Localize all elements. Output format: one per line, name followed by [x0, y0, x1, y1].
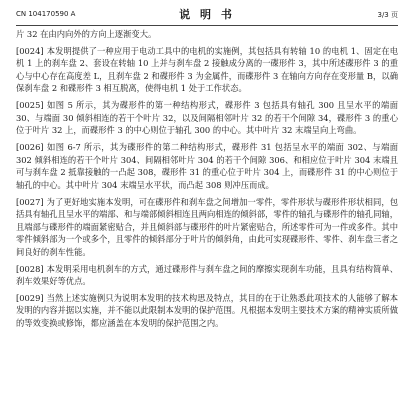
paragraph	[16, 99, 398, 137]
page-header	[16, 6, 398, 24]
paragraph-number: [0025]	[16, 100, 44, 111]
paragraph-text: 片 32 在由内向外的方向上逐渐变大。	[16, 29, 157, 39]
paragraph	[16, 292, 398, 330]
paragraph-number: [0029]	[16, 292, 44, 303]
paragraph	[16, 196, 398, 259]
paragraph	[16, 28, 398, 41]
paragraph-text: 本发明采用电机刹车的方式，通过碟形件与刹车盘之间的摩擦实现刹车功能，且具有结构简单、刹车效果好等优点。	[16, 263, 398, 287]
paragraph-text: 当然上述实施例只为说明本发明的技术构思及特点，其目的在于让熟悉此项技术的人能够了解本发明的内容并据以实施，并不能以此限制本发明的保护范围。凡根据本发明主要技术方案的精神实质所做的等效变换或修饰，都应涵盖在本发明的保护范围之内。	[16, 292, 398, 329]
paragraph	[16, 263, 398, 288]
paragraph-number: [0027]	[16, 196, 44, 207]
page-number: 3/3 页	[377, 11, 398, 19]
paragraph-number: [0028]	[16, 263, 44, 274]
document-body	[16, 28, 398, 330]
paragraph-text: 如图 5 所示，其为碟形件的第一种结构形式，碟形件 3 包括具有轴孔 300 且呈水平的端面 30、与端面 30 倾斜相连的若干个叶片 32，以及间隔相邻叶片 32 的若干个间隙 34，碟形件 3 的重心位于叶片 32 上，而碟形件 3 的中心则位于轴孔 300 的中心。其中叶片 32 末端呈向上弯曲。	[16, 100, 398, 136]
paragraph-text: 为了更好地实施本发明，可在碟形件和刹车盘之间增加一零件，零件形状与碟形件形状相同，包括具有轴孔且呈水平的端部、和与端部倾斜相连且两向相连的倾斜部，零件的轴孔与碟形件的轴孔同轴，且端部与碟形件的端面紧密贴合，并且倾斜部与碟形件的叶片紧密贴合，所述零件可为一件或多件。其中零件倾斜部为一个或多个，且零件的倾斜部分于叶片的倾斜角，由此可实现碟形件、零件、刹车盘三者之间良好的刹车性能。	[16, 196, 398, 257]
paragraph-number: [0026]	[16, 142, 44, 153]
paragraph-text: 本发明提供了一种应用于电动工具中的电机的实施例，其包括具有转轴 10 的电机 1、固定在电机 1 上的刹车盘 2、套设在转轴 10 上并与刹车盘 2 接触成分离的一碟形件 3，其中所述碟形件 3 的重心与中心存在高度差 L，且刹车盘 2 和碟形件 3 为金属件，而碟形件 3 在轴向方向存在变形量 B，以确保刹车盘 2 和碟形件 3 相互脱离，使得电机 1 处于工作状态。	[16, 45, 398, 94]
header-divider	[16, 25, 398, 26]
paragraph	[16, 45, 398, 95]
document-title: 说 明 书	[179, 8, 235, 21]
paragraph-text: 如图 6-7 所示，其为碟形件的第二种结构形式，碟形件 31 包括呈水平的端面 302、与端面 302 倾斜相连的若干个叶片 304、间隔相邻叶片 304 的若干个间隙 306、和相应位于叶片 304 末端且可与刹车盘 2 抵靠接触的一凸起 308，碟形件 31 的重心位于叶片 304 上，而碟形件 31 的中心则位于轴孔的中心。其中叶片 304 末端呈水平状，而凸起 308 则冲压而成。	[16, 142, 398, 190]
paragraph-number: [0024]	[16, 45, 44, 56]
document-number: CN 104170590 A	[16, 10, 76, 18]
paragraph	[16, 141, 398, 191]
